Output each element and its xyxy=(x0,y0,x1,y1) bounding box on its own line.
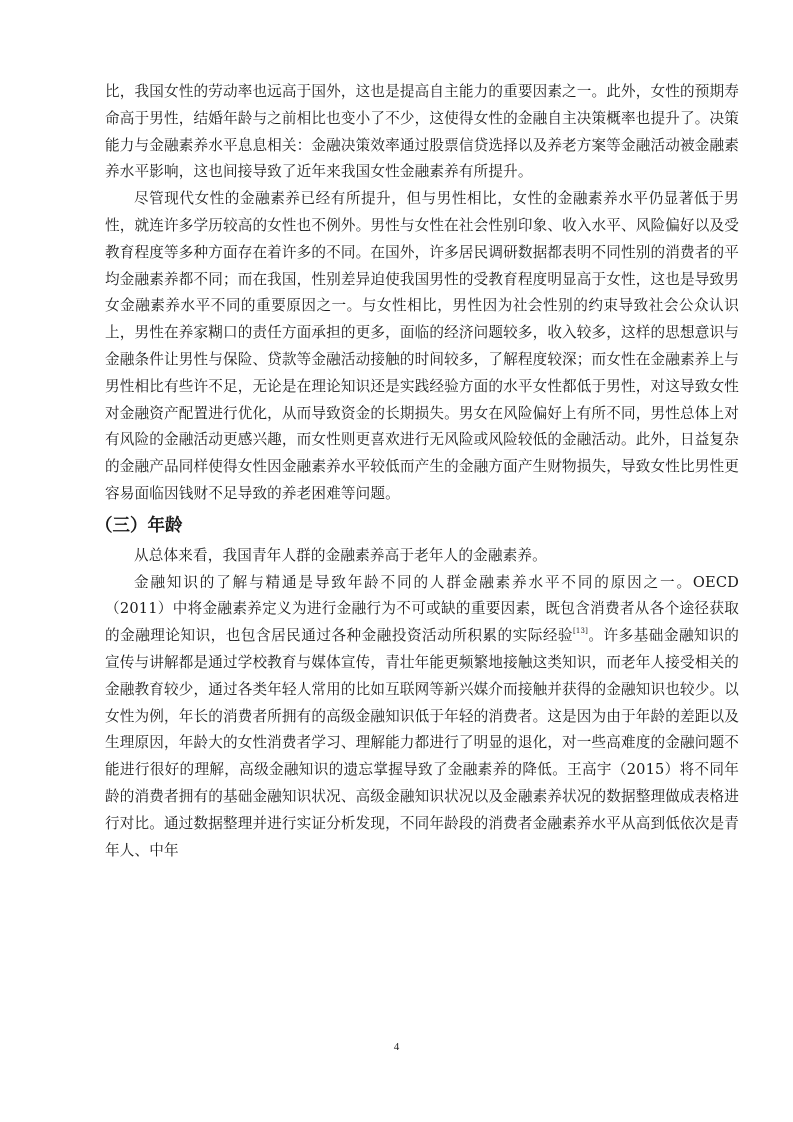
paragraph-age-detail xyxy=(105,570,739,865)
paragraph-continuation: 比，我国女性的劳动率也远高于国外，这也是提高自主能力的重要因素之一。此外，女性的预期寿命高于男性，结婚年龄与之前相比也变小了不少，这使得女性的金融自主决策概率也提升了。决策能力与金融素养水平息息相关：金融决策效率通过股票信贷选择以及养老方案等金融活动被金融素养水平影响，这也间接导致了近年来我国女性金融素养有所提升。 xyxy=(105,83,739,181)
paragraph-text-after-citation: 。许多基础金融知识的宣传与讲解都是通过学校教育与媒体宣传，青壮年能更频繁地接触这类知识，而老年人接受相关的金融教育较少，通过各类年轻人常用的比如互联网等新兴媒介而接触并获得的金融知识也较少。以女性为例，年长的消费者所拥有的高级金融知识低于年轻的消费者。这是因为由于年龄的差距以及生理原因，年龄大的女性消费者学习、理解能力都进行了明显的退化，对一些高难度的金融问题不能进行很好的理解，高级金融知识的遗忘掌握导致了金融素养的降低。王高宇（2015）将不同年龄的消费者拥有的基础金融知识状况、高级金融知识状况以及金融素养状况的数据整理做成表格进行对比。通过数据整理并进行实证分析发现，不同年龄段的消费者金融素养水平从高到低依次是青年人、中年 xyxy=(105,627,739,859)
paragraph-gender: 尽管现代女性的金融素养已经有所提升，但与男性相比，女性的金融素养水平仍显著低于男性，就连许多学历较高的女性也不例外。男性与女性在社会性别印象、收入水平、风险偏好以及受教育程度等多种方面存在着许多的不同。在国外，许多居民调研数据都表明不同性别的消费者的平均金融素养都不同；而在我国，性别差异迫使我国男性的受教育程度明显高于女性，这也是导致男女金融素养水平不同的重要原因之一。与女性相比，男性因为社会性别的约束导致社会公众认识上，男性在养家糊口的责任方面承担的更多，面临的经济问题较多，收入较多，这样的思想意识与金融条件让男性与保险、贷款等金融活动接触的时间较多，了解程度较深；而女性在金融素养上与男性相比有些许不足，无论是在理论知识还是实践经验方面的水平女性都低于男性，对这导致女性对金融资产配置进行优化，从而导致资金的长期损失。男女在风险偏好上有所不同，男性总体上对有风险的金融活动更感兴趣，而女性则更喜欢进行无风险或风险较低的金融活动。此外，日益复杂的金融产品同样使得女性因金融素养水平较低而产生的金融方面产生财物损失，导致女性比男性更容易面临因钱财不足导致的养老困难等问题。 xyxy=(105,190,739,502)
page-number: 4 xyxy=(393,1041,400,1053)
section-heading-age: （三）年龄 xyxy=(95,515,183,536)
paragraph-age-summary: 从总体来看，我国青年人群的金融素养高于老年人的金融素养。 xyxy=(134,546,547,564)
page-body xyxy=(95,79,739,864)
citation-reference: [13] xyxy=(573,627,589,636)
paragraph-text-before-citation: 金融知识的了解与精通是导致年龄不同的人群金融素养水平不同的原因之一。OECD（2011）中将金融素养定义为进行金融行为不可或缺的重要因素，既包含消费者从各个途径获取的金融理论知识，也包含居民通过各种金融投资活动所积累的实际经验 xyxy=(105,573,739,645)
